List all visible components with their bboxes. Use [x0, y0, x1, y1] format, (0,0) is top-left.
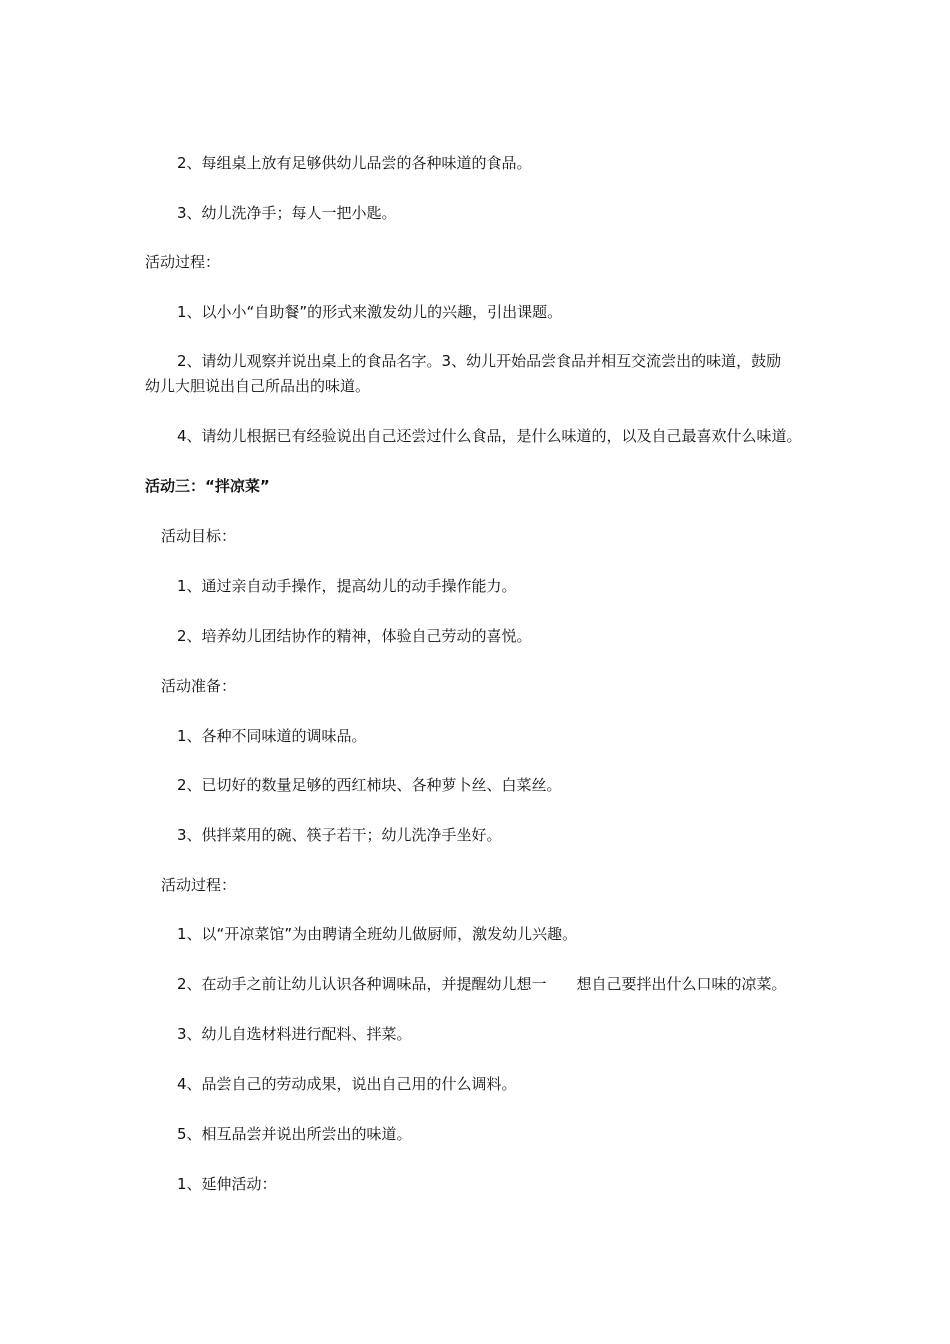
process-item-4: 4、请幼儿根据已有经验说出自己还尝过什么食品，是什么味道的，以及自己最喜欢什么味道。 [177, 427, 802, 445]
process3-step-5: 5、相互品尝并说出所尝出的味道。 [177, 1125, 412, 1143]
prep3-item-2: 2、已切好的数量足够的西红柿块、各种萝卜丝、白菜丝。 [177, 776, 562, 794]
process-item-2-line-2: 幼儿大胆说出自己所品出的味道。 [145, 377, 371, 395]
goal-item-2: 2、培养幼儿团结协作的精神，体验自己劳动的喜悦。 [177, 627, 532, 645]
process3-heading: 活动过程： [161, 876, 237, 894]
process3-step-2: 2、在动手之前让幼儿认识各种调味品，并提醒幼儿想一 想自己要拌出什么口味的凉菜。 [177, 975, 787, 993]
process3-step-4: 4、品尝自己的劳动成果，说出自己用的什么调料。 [177, 1075, 517, 1093]
process3-step-3: 3、幼儿自选材料进行配料、拌菜。 [177, 1025, 412, 1043]
goals-heading: 活动目标： [161, 527, 237, 545]
goal-item-1: 1、通过亲自动手操作，提高幼儿的动手操作能力。 [177, 577, 517, 595]
prep-heading: 活动准备： [161, 677, 237, 695]
prep-item-2: 2、每组桌上放有足够供幼儿品尝的各种味道的食品。 [177, 154, 532, 172]
prep-item-3: 3、幼儿洗净手；每人一把小匙。 [177, 204, 397, 222]
process3-step-1: 1、以“开凉菜馆”为由聘请全班幼儿做厨师，激发幼儿兴趣。 [177, 925, 578, 943]
process-item-1: 1、以小小“自助餐”的形式来激发幼儿的兴趣，引出课题。 [177, 303, 563, 321]
process-item-2-line-1: 2、请幼儿观察并说出桌上的食品名字。3、幼儿开始品尝食品并相互交流尝出的味道，鼓励 [177, 352, 782, 370]
process-heading: 活动过程： [145, 253, 221, 271]
prep3-item-3: 3、供拌菜用的碗、筷子若干；幼儿洗净手坐好。 [177, 826, 502, 844]
extension-heading: 1、延伸活动： [177, 1175, 277, 1193]
prep3-item-1: 1、各种不同味道的调味品。 [177, 727, 367, 745]
activity3-title: 活动三：“拌凉菜” [145, 477, 270, 495]
